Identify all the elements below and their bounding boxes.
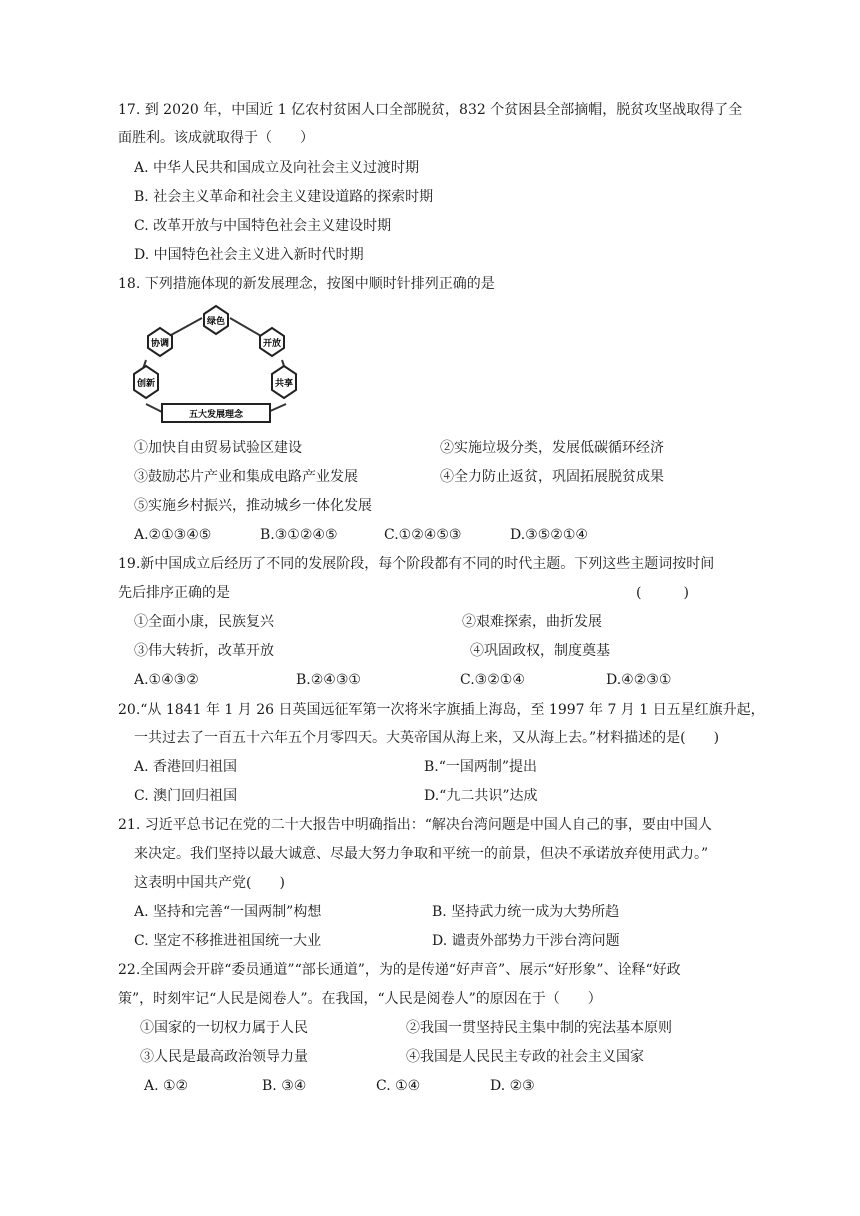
q18-stem: 18. 下列措施体现的新发展理念，按图中顺时针排列正确的是 (118, 276, 495, 292)
q18-option-c: C.①②④⑤③ (384, 527, 462, 543)
diagram-caption: 五大发展理念 (188, 410, 244, 420)
q17-option-d: D. 中国特色社会主义进入新时代时期 (134, 247, 364, 263)
q19-item-2: ②艰难探索，曲折发展 (462, 614, 602, 630)
q18-option-a: A.②①③④⑤ (134, 527, 212, 543)
development-concepts-diagram (132, 300, 302, 428)
q17-option-c: C. 改革开放与中国特色社会主义建设时期 (134, 218, 392, 234)
q19-item-3: ③伟大转折，改革开放 (134, 643, 274, 659)
node-chuangxin: 创新 (136, 379, 156, 389)
q21-option-a: A. 坚持和完善“一国两制”构想 (134, 904, 322, 920)
node-kaifang: 开放 (262, 339, 282, 349)
q22-item-4: ④我国是人民民主专政的社会主义国家 (406, 1049, 644, 1065)
q17-option-b: B. 社会主义革命和社会主义建设道路的探索时期 (134, 189, 434, 205)
q21-stem-line2: 来决定。我们坚持以最大诚意、尽最大努力争取和平统一的前景，但决不承诺放弃使用武力。” (134, 846, 709, 862)
q19-answer-paren: ( ) (636, 585, 689, 601)
q22-item-2: ②我国一贯坚持民主集中制的宪法基本原则 (406, 1020, 672, 1036)
q19-option-d: D.④②③① (606, 672, 672, 688)
q19-stem-line1: 19.新中国成立后经历了不同的发展阶段，每个阶段都有不同的时代主题。下列这些主题词按时间 (118, 556, 715, 572)
q18-option-d: D.③⑤②①④ (510, 527, 588, 543)
q18-item-2: ②实施垃圾分类，发展低碳循环经济 (440, 440, 664, 456)
q21-stem-line3: 这表明中国共产党( ) (134, 875, 285, 891)
q22-option-a: A. ①② (144, 1078, 189, 1094)
q20-option-a: A. 香港回归祖国 (134, 759, 238, 775)
q19-option-a: A.①④③② (134, 672, 199, 688)
q19-item-4: ④巩固政权，制度奠基 (470, 643, 610, 659)
q18-item-4: ④全力防止返贫，巩固拓展脱贫成果 (440, 469, 664, 485)
q21-option-b: B. 坚持武力统一成为大势所趋 (432, 904, 620, 920)
q22-stem-line2: 策”，时刻牢记“人民是阅卷人”。在我国，“人民是阅卷人”的原因在于（ ） (118, 991, 602, 1007)
q20-option-b: B.“一国两制”提出 (424, 759, 538, 775)
q18-item-1: ①加快自由贸易试验区建设 (134, 440, 302, 456)
q22-option-d: D. ②③ (490, 1078, 535, 1094)
q20-option-c: C. 澳门回归祖国 (134, 788, 238, 804)
q19-option-c: C.③②①④ (460, 672, 525, 688)
q18-item-5: ⑤实施乡村振兴，推动城乡一体化发展 (134, 498, 372, 514)
q19-item-1: ①全面小康，民族复兴 (134, 614, 274, 630)
q20-stem-line1: 20.“从 1841 年 1 月 26 日英国远征军第一次将米字旗插上海岛，至 1997 年 7 月 1 日五星红旗升起， (118, 702, 765, 718)
node-xietiao: 协调 (150, 339, 170, 349)
q19-option-b: B.②④③① (296, 672, 361, 688)
q17-stem-line2: 面胜利。该成就取得于（ ） (118, 130, 314, 146)
q19-stem-line2: 先后排序正确的是 (118, 585, 230, 601)
q17-option-a: A. 中华人民共和国成立及向社会主义过渡时期 (134, 160, 420, 176)
q18-item-3: ③鼓励芯片产业和集成电路产业发展 (134, 469, 358, 485)
q22-option-b: B. ③④ (262, 1078, 307, 1094)
q20-stem-line2: 一共过去了一百五十六年五个月零四天。大英帝国从海上来，又从海上去。”材料描述的是( ) (134, 730, 720, 746)
node-gongxiang: 共享 (274, 379, 294, 389)
q17-stem-line1: 17. 到 2020 年，中国近 1 亿农村贫困人口全部脱贫，832 个贫困县全部摘帽，脱贫攻坚战取得了全 (118, 102, 743, 118)
q22-item-3: ③人民是最高政治领导力量 (140, 1049, 308, 1065)
q22-stem-line1: 22.全国两会开辟“委员通道”“部长通道”，为的是传递“好声音”、展示“好形象”、诠释“好政 (118, 962, 681, 978)
q22-option-c: C. ①④ (376, 1078, 421, 1094)
q20-option-d: D.“九二共识”达成 (424, 788, 538, 804)
q21-option-d: D. 谴责外部势力干涉台湾问题 (432, 933, 620, 949)
q21-option-c: C. 坚定不移推进祖国统一大业 (134, 933, 322, 949)
q21-stem-line1: 21. 习近平总书记在党的二十大报告中明确指出：“解决台湾问题是中国人自己的事，要由中国人 (118, 817, 712, 833)
q22-item-1: ①国家的一切权力属于人民 (140, 1020, 308, 1036)
q18-option-b: B.③①②④⑤ (260, 527, 338, 543)
node-lvse: 绿色 (206, 317, 226, 327)
